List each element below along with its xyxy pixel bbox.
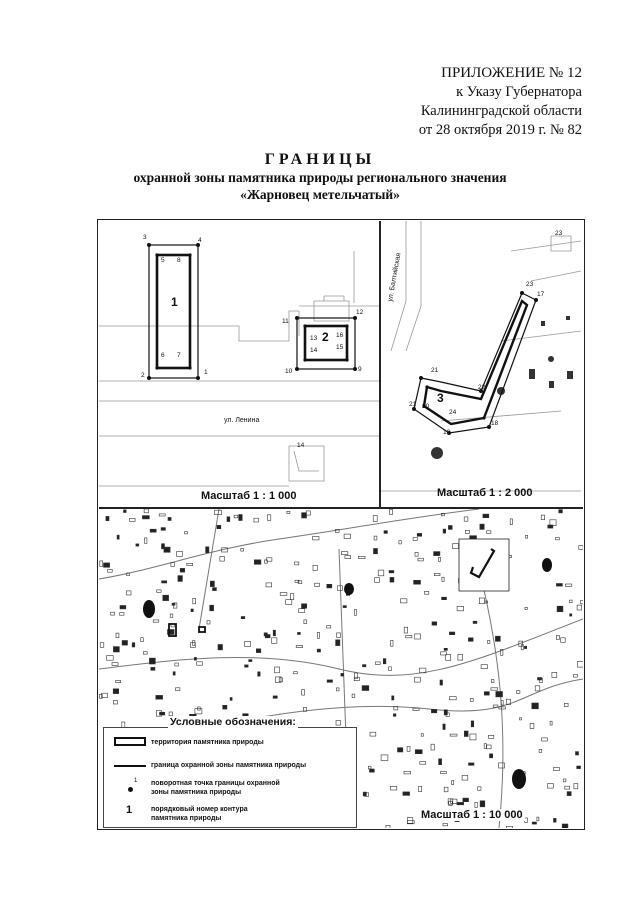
point-label: 9 — [358, 366, 362, 373]
contour-number-1: 1 — [171, 295, 178, 309]
point-label: 20 — [422, 403, 430, 410]
legend-item-boundary: граница охранной зоны памятника природы — [151, 762, 307, 769]
contour-number-2: 2 — [322, 330, 329, 344]
appendix-header — [419, 64, 582, 140]
legend-title: Условные обозначения: — [170, 716, 296, 728]
scale-label-10000: Масштаб 1 : 10 000 — [421, 809, 523, 821]
appendix-ref: к Указу Губернатора — [456, 84, 582, 100]
legend-item-contour-2: памятника природы — [151, 815, 222, 822]
point-label: 19 — [443, 429, 451, 436]
document-subtitle-1: охранной зоны памятника природы регионального значения — [133, 170, 507, 185]
appendix-region: Калининградской области — [420, 103, 582, 119]
legend-swatch-territory — [114, 737, 146, 746]
point-label: 15 — [336, 344, 344, 351]
point-label: 12 — [356, 309, 364, 316]
point-label: 8 — [177, 257, 181, 264]
point-label: 4 — [198, 237, 202, 244]
legend-item-point-2: зоны памятника природы — [151, 789, 242, 796]
legend-point-number: 1 — [134, 778, 138, 784]
point-label: 13 — [310, 335, 318, 342]
legend-swatch-boundary — [114, 765, 146, 767]
contour-number-3: 3 — [437, 391, 444, 405]
street-label-lenina: ул. Ленина — [224, 417, 260, 424]
legend-box — [103, 716, 357, 828]
point-label: 3 — [143, 234, 147, 241]
map-panel-2000 — [381, 221, 583, 507]
legend-swatch-point — [128, 787, 133, 792]
point-label: 10 — [285, 368, 293, 375]
legend-item-territory: территория памятника природы — [151, 739, 264, 746]
legend-contour-number: 1 — [126, 804, 133, 816]
appendix-number: ПРИЛОЖЕНИЕ № 12 — [441, 65, 582, 81]
point-label: 21 — [409, 401, 417, 408]
point-label: 24 — [449, 409, 457, 416]
point-label: 2 — [141, 372, 145, 379]
street-label-baltiyskaya: ул. Балтийская — [387, 252, 403, 303]
point-label: 23 — [526, 281, 534, 288]
scale-label-2000: Масштаб 1 : 2 000 — [437, 487, 533, 499]
map-panel-1000-drawing — [99, 221, 379, 508]
document-title: ГРАНИЦЫ — [264, 151, 376, 168]
appendix-date: от 28 октября 2019 г. № 82 — [418, 122, 582, 138]
point-label: 14 — [310, 347, 318, 354]
point-label: 11 — [282, 318, 289, 325]
point-label: 22 — [478, 384, 486, 391]
point-label: 23 — [555, 230, 563, 237]
document-subtitle-2: «Жарновец метельчатый» — [240, 187, 400, 202]
map-panel-1000 — [99, 221, 379, 508]
legend-item-point-1: поворотная точка границы охранной — [151, 780, 280, 787]
legend-item-contour-1: порядковый номер контура — [151, 806, 248, 813]
point-label: 17 — [537, 291, 545, 298]
scale-label-1000: Масштаб 1 : 1 000 — [201, 490, 297, 502]
point-label: 5 — [161, 257, 165, 264]
point-label: 14 — [297, 442, 305, 449]
map-panel-2000-drawing — [381, 221, 583, 507]
point-label: 7 — [177, 352, 181, 359]
point-label: 1 — [204, 369, 208, 376]
point-label: 6 — [161, 352, 165, 359]
point-label: 18 — [491, 420, 499, 427]
point-label: 21 — [431, 367, 439, 374]
point-label: 16 — [336, 332, 344, 339]
